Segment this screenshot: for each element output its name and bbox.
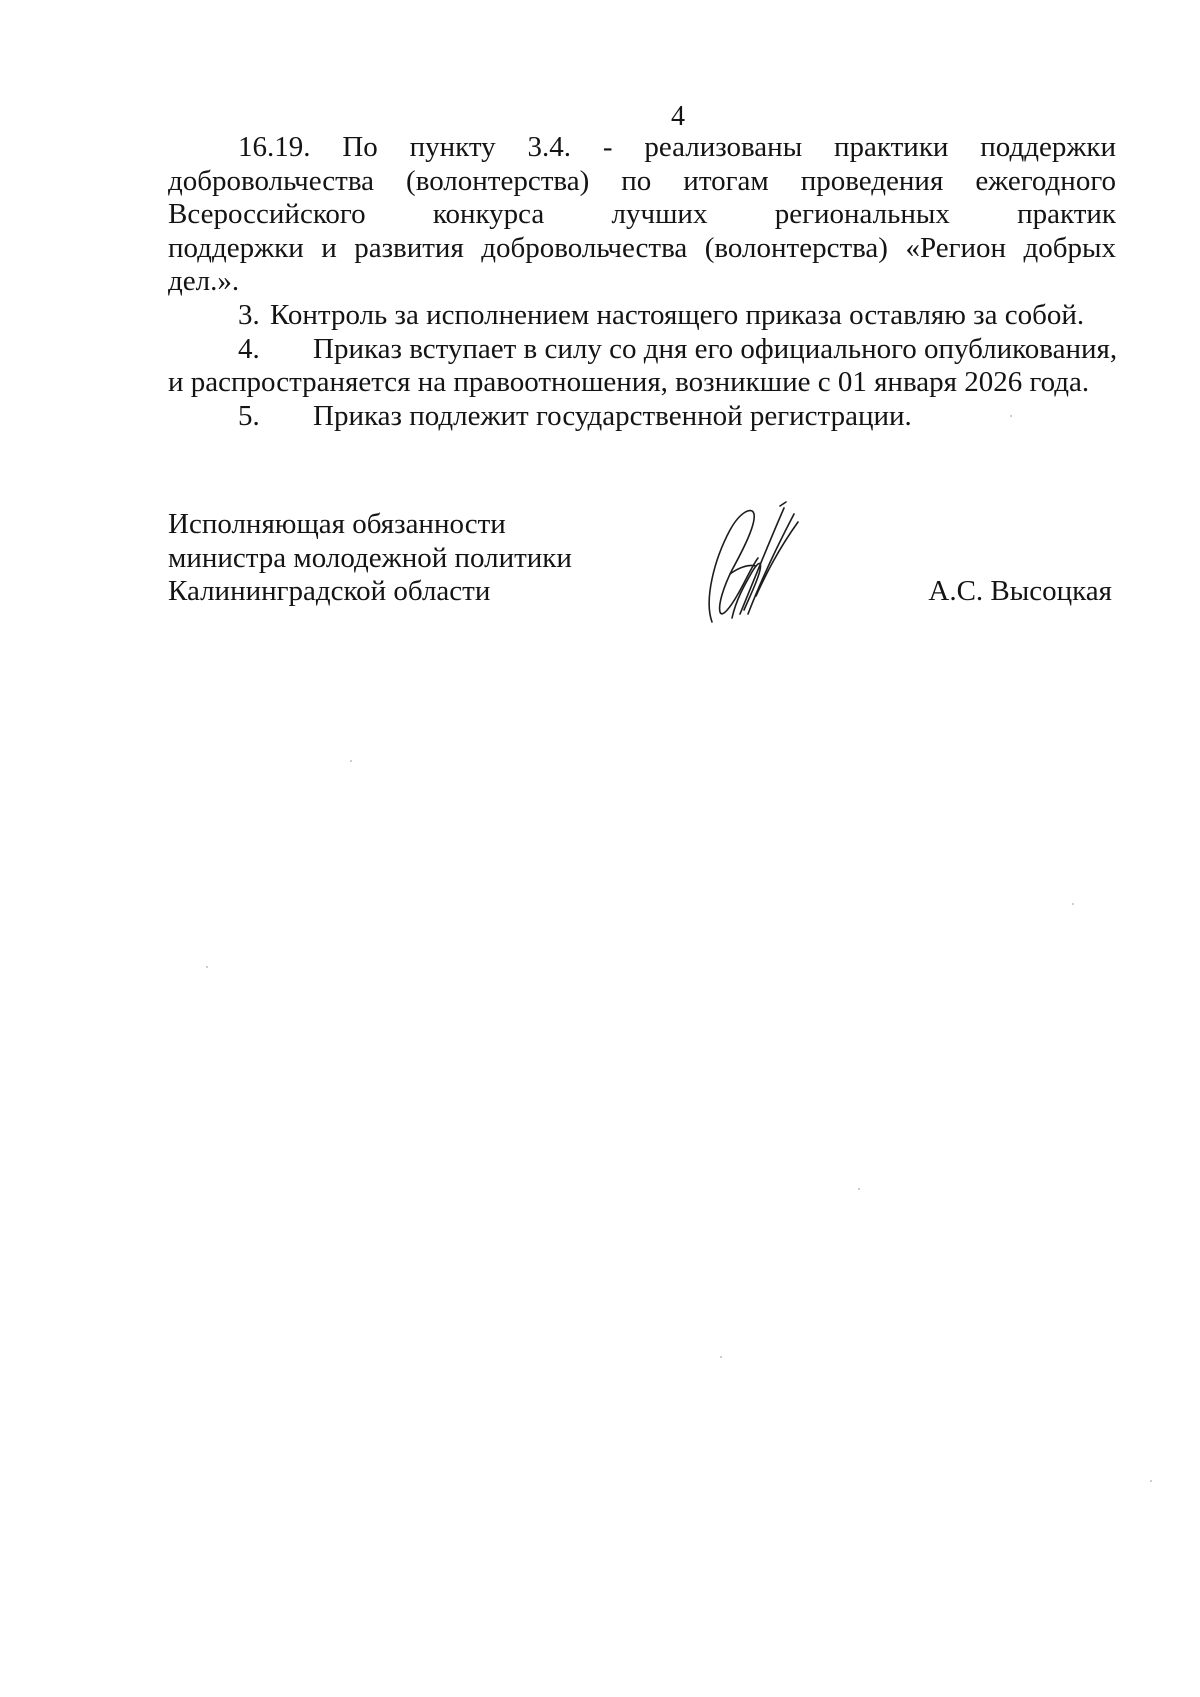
signer-name: А.С. Высоцкая: [928, 575, 1112, 607]
item-number: 5.: [238, 399, 260, 432]
signatory-position: [168, 508, 572, 609]
handwritten-signature: [700, 500, 810, 630]
scan-speck: [720, 1356, 722, 1358]
paragraph-line: дел.».: [168, 265, 240, 298]
paragraph-16-19: [168, 131, 1116, 299]
document-body: [168, 131, 1116, 433]
paragraph-line: Всероссийского конкурса лучших региональных практик: [168, 198, 1116, 231]
paragraph-line: 16.19. По пункту 3.4. - реализованы практики поддержки: [238, 131, 1116, 163]
position-line: министра молодежной политики: [168, 541, 572, 574]
item-3: [168, 299, 1116, 333]
item-4: [168, 333, 1116, 367]
item-text: Контроль за исполнением настоящего приказа оставляю за собой.: [270, 298, 1085, 331]
item-4-continuation: [168, 366, 1116, 400]
item-text: и распространяется на правоотношения, возникшие с 01 января 2026 года.: [168, 366, 1090, 399]
paragraph-line: добровольчества (волонтерства) по итогам проведения ежегодного: [168, 164, 1116, 197]
item-text: Приказ подлежит государственной регистрации.: [313, 399, 912, 432]
scan-speck: [858, 1188, 860, 1190]
scan-speck: [350, 760, 352, 762]
item-5: [168, 400, 1116, 434]
position-line: Исполняющая обязанности: [168, 508, 506, 540]
scan-speck: [1150, 1480, 1152, 1482]
page-number: 4: [671, 101, 685, 132]
position-line: Калининградской области: [168, 575, 491, 608]
item-text: Приказ вступает в силу со дня его официального опубликования,: [313, 332, 1118, 365]
item-number: 3.: [238, 298, 260, 331]
scan-speck: [1072, 903, 1074, 905]
item-number: 4.: [238, 332, 260, 365]
scan-speck: [206, 966, 208, 968]
scan-speck: [1010, 415, 1012, 417]
paragraph-line: поддержки и развития добровольчества (волонтерства) «Регион добрых: [168, 231, 1116, 264]
